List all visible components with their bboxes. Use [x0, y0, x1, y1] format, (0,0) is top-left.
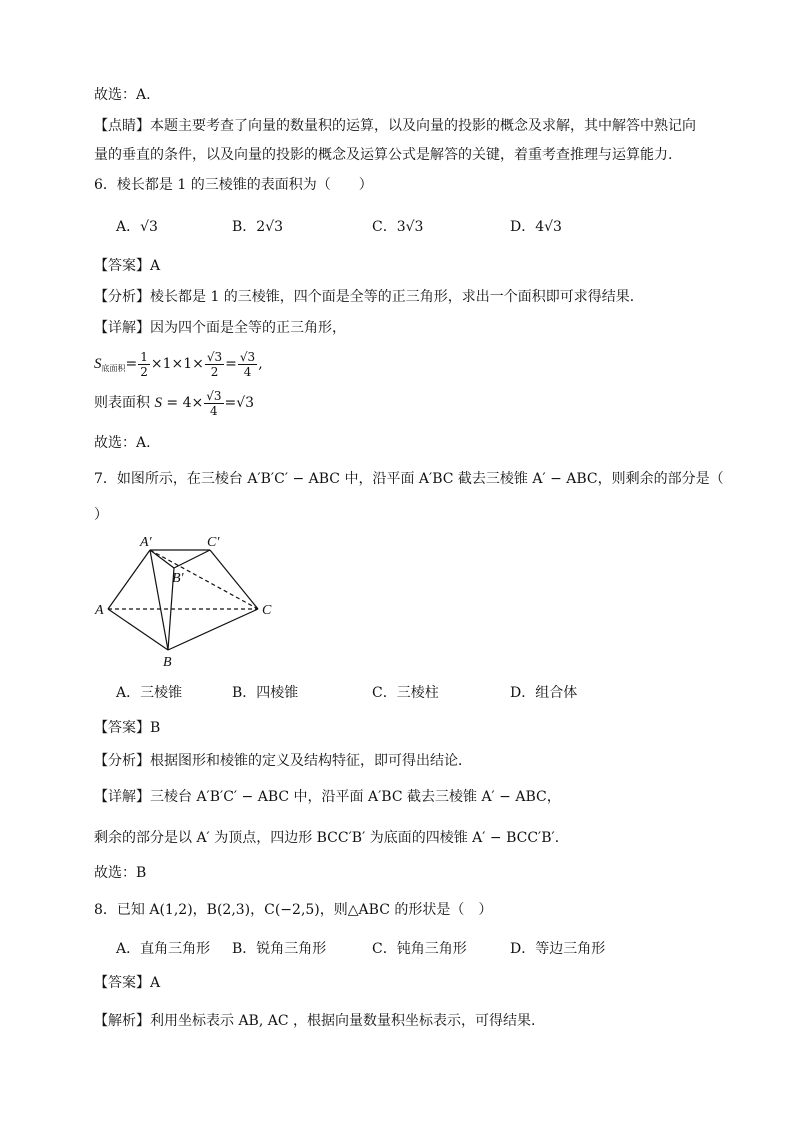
frustum-figure	[92, 532, 292, 672]
analysis-text: 棱长都是 1 的三棱锥，四个面是全等的正三角形，求出一个面积即可求得结果．	[150, 289, 644, 305]
label-a: A	[95, 603, 104, 618]
label-c-prime: C′	[207, 535, 220, 550]
q7-option-a: A．三棱锥	[116, 685, 183, 701]
q6-option-c: C．3√3	[372, 219, 424, 235]
q6-option-a: A．√3	[116, 219, 158, 235]
note-text: 本题主要考查了向量的数量积的运算，以及向量的投影的概念及求解，其中解答中熟记向	[150, 118, 696, 134]
question-7-line-2: ）	[94, 507, 108, 523]
q8-option-b: B．锐角三角形	[232, 941, 327, 957]
analysis-text: 根据图形和棱锥的定义及结构特征，即可得出结论．	[150, 753, 472, 769]
q8-answer	[94, 974, 160, 992]
solution-text: 利用坐标表示 AB, AC ，根据向量数量积坐标表示，可得结果.	[150, 1013, 536, 1029]
answer-tag: 【答案】	[94, 258, 150, 274]
answer-tag: 【答案】	[94, 720, 150, 736]
note-tag: 【点睛】	[94, 118, 150, 134]
question-6: 6．棱长都是 1 的三棱锥的表面积为（ ）	[94, 177, 373, 193]
q6-detail	[94, 319, 346, 337]
answer-value: B	[150, 720, 161, 736]
detail-text: 因为四个面是全等的正三角形，	[150, 320, 346, 336]
solution-tag: 【解析】	[94, 1013, 150, 1029]
q8-option-d: D．等边三角形	[510, 941, 606, 957]
q7-detail	[94, 788, 561, 806]
q7-detail-2: 剩余的部分是以 A′ 为顶点，四边形 BCC′B′ 为底面的四棱锥 A′ − BCC′B′．	[94, 830, 569, 846]
question-8: 8．已知 A(1,2)，B(2,3)，C(−2,5)，则△ABC 的形状是（ ）	[94, 902, 493, 918]
q7-end: 故选：B	[94, 865, 147, 881]
q8-option-c: C．钝角三角形	[372, 941, 467, 957]
q7-answer	[94, 719, 160, 737]
label-c: C	[262, 603, 272, 618]
q7-analysis	[94, 752, 472, 770]
analysis-tag: 【分析】	[94, 289, 150, 305]
q6-end: 故选：A.	[94, 435, 151, 451]
q6-option-b: B．2√3	[232, 219, 284, 235]
note-line-1	[94, 117, 696, 135]
q6-option-d: D．4√3	[510, 219, 562, 235]
analysis-tag: 【分析】	[94, 753, 150, 769]
q8-option-a: A．直角三角形	[116, 941, 211, 957]
q6-formula-1: $S_{底面积}=$ $\frac{1}{2}$ ×1×1× $\frac{√3}{2}$ = $\frac{√3}{4}$ ,	[94, 349, 263, 379]
note-line-2: 量的垂直的条件，以及向量的投影的概念及运算公式是解答的关键，着重考查推理与运算能力.	[94, 147, 673, 163]
q6-formula-2: 则表面积 S = 4× $\frac{√3}{4}$ =√3	[94, 388, 255, 418]
q7-option-b: B．四棱锥	[232, 685, 299, 701]
detail-tag: 【详解】	[94, 789, 150, 805]
label-b: B	[163, 655, 172, 670]
question-7-line-1: 7．如图所示，在三棱台 A′B′C′ − ABC 中，沿平面 A′BC 截去三棱锥 A′ − ABC，则剩余的部分是（	[94, 471, 724, 487]
line-conclusion: 故选：A.	[94, 87, 151, 103]
q7-option-c: C．三棱柱	[372, 685, 439, 701]
q7-option-d: D．组合体	[510, 685, 578, 701]
q6-answer	[94, 257, 160, 275]
detail-tag: 【详解】	[94, 320, 150, 336]
answer-tag: 【答案】	[94, 975, 150, 991]
label-a-prime: A′	[140, 535, 152, 550]
q6-analysis	[94, 288, 644, 306]
answer-value: A	[150, 975, 161, 991]
q8-solution	[94, 1012, 535, 1030]
label-b-prime: B′	[172, 571, 184, 586]
detail-text: 三棱台 A′B′C′ − ABC 中，沿平面 A′BC 截去三棱锥 A′ − ABC，	[150, 789, 561, 805]
answer-value: A	[150, 258, 161, 274]
